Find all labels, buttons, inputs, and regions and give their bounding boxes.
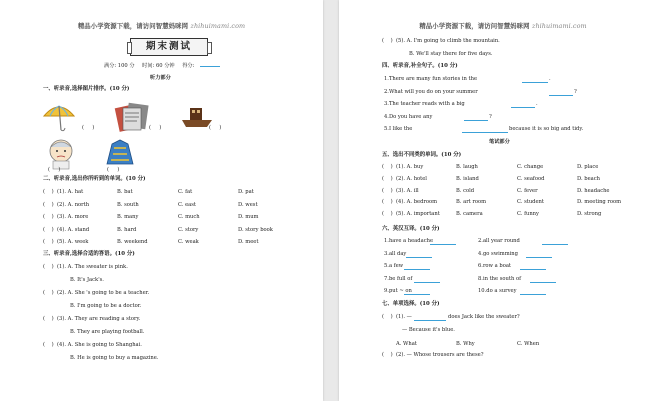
option-text[interactable]: D. story book [238, 226, 273, 233]
option-text[interactable]: B. many [117, 214, 139, 220]
answer-paren[interactable]: ( ) [43, 316, 54, 322]
exam-title: 期末测试 [130, 38, 208, 56]
answer-blank[interactable] [414, 320, 446, 321]
answer-paren[interactable]: ( ) [43, 342, 54, 348]
answer-paren-5[interactable]: ( ) [107, 167, 120, 173]
translation-blank[interactable] [542, 244, 568, 245]
option-a[interactable]: (4). A. She is going to Shanghai. [57, 342, 142, 348]
section2-title: 二、听录音,选出你所听到的单词。(10 分) [43, 176, 146, 182]
answer-paren[interactable]: ( ) [43, 214, 54, 220]
translation-blank[interactable] [406, 257, 432, 258]
sentence-end: ? [489, 113, 492, 120]
answer-paren-1[interactable]: ( ) [82, 125, 95, 131]
section7-title: 七、单项选择。(10 分) [382, 301, 440, 307]
translation-blank[interactable] [404, 269, 430, 270]
option-text[interactable]: D. meeting room [577, 199, 622, 206]
option-text[interactable]: B. hard [117, 226, 137, 233]
option-text[interactable]: C. student [517, 199, 544, 206]
option-text[interactable]: D. meet [238, 239, 259, 245]
option-text[interactable]: B. island [456, 175, 479, 182]
answer-paren[interactable]: ( ) [382, 164, 393, 170]
option-text[interactable]: (1). A. hat [57, 189, 84, 195]
section4-title: 四、听录音,补全句子。(10 分) [382, 63, 458, 69]
option-text[interactable]: (5). A. important [396, 211, 440, 218]
answer-paren[interactable]: ( ) [382, 175, 393, 182]
phrase-text: 7.be full of [384, 275, 413, 282]
section3-title: 三、听录音,选择合适的答语。(10 分) [43, 251, 135, 257]
translation-blank[interactable] [530, 282, 556, 283]
magazines-picture-icon [113, 100, 153, 132]
left-page [0, 0, 323, 401]
option-text[interactable]: (4). A. bedroom [396, 199, 438, 206]
fill-blank[interactable] [464, 120, 488, 121]
answer-paren[interactable]: ( ) [382, 314, 393, 320]
option-text[interactable]: C. east [178, 201, 196, 208]
option-b[interactable]: B. I'm going to be a doctor. [70, 303, 142, 309]
answer-paren-2[interactable]: ( ) [149, 125, 162, 131]
option-a[interactable]: (2). A. She 's going to be a teacher. [57, 290, 150, 296]
answer-paren[interactable]: ( ) [43, 290, 54, 296]
sentence-text: 3.The teacher reads with a big [384, 101, 465, 108]
sentence-end: . [536, 101, 538, 108]
option-text[interactable]: C. When [517, 341, 540, 347]
sentence-text: 2.What will you do on your summer [384, 88, 478, 95]
option-b[interactable]: B. They are playing football. [70, 329, 145, 335]
sentence-text: 5.I like the [384, 126, 413, 133]
translation-blank[interactable] [404, 294, 430, 295]
phrase-text: 6.row a boat [478, 263, 512, 270]
sentence-end: ? [574, 88, 577, 95]
option-text[interactable]: C. fever [517, 187, 538, 194]
option-text[interactable]: (3). A. ill [396, 187, 419, 194]
option-text[interactable]: (2). A. hotel [396, 175, 427, 182]
phrase-text: 8.in the south of [478, 275, 521, 282]
option-text[interactable]: C. much [178, 214, 200, 220]
option-text[interactable]: D. west [238, 201, 258, 208]
translation-blank[interactable] [526, 257, 552, 258]
answer-paren[interactable]: ( ) [43, 189, 54, 195]
option-text[interactable]: B. camera [456, 211, 483, 218]
watermark: 精品小学资源下载，请访问智慧妈咪网 zhihuimami.com [77, 22, 246, 30]
option-text[interactable]: C. fat [178, 189, 193, 195]
answer-paren[interactable]: ( ) [382, 211, 393, 218]
option-text[interactable]: C. weak [178, 239, 199, 245]
option-b[interactable]: B. We'll stay there for five days. [409, 51, 493, 57]
sick-person-picture-icon [45, 135, 77, 171]
option-a[interactable]: (1). A. The sweater is pink. [57, 264, 128, 270]
raincoat-picture-icon [104, 138, 136, 170]
answer-paren[interactable]: ( ) [43, 239, 54, 245]
option-a[interactable]: (5). A. I'm going to climb the mountain. [396, 38, 500, 44]
answer-paren[interactable]: ( ) [43, 201, 54, 208]
option-text[interactable]: C. seafood [517, 175, 545, 182]
option-text[interactable]: B. laugh [456, 164, 478, 170]
translation-blank[interactable] [414, 282, 440, 283]
option-text[interactable]: B. art room [456, 199, 487, 206]
option-text[interactable]: B. weekend [117, 239, 148, 245]
question-text: does Jack like the sweater? [448, 314, 520, 320]
option-text[interactable]: B. cold [456, 187, 475, 194]
option-b[interactable]: B. He is going to buy a magazine. [70, 355, 159, 361]
phrase-text: 1.have a headache [384, 238, 434, 244]
answer-paren[interactable]: ( ) [43, 226, 54, 233]
option-text[interactable]: B. Why [456, 341, 475, 347]
answer-text: — Because it's blue. [402, 327, 455, 333]
option-text[interactable]: A. What [396, 341, 417, 347]
answer-paren[interactable]: ( ) [382, 38, 393, 44]
phrase-text: 4.go swimming [478, 250, 518, 257]
answer-paren[interactable]: ( ) [382, 199, 393, 206]
answer-paren[interactable]: ( ) [382, 187, 393, 194]
written-section-title: 笔试部分 [489, 139, 510, 145]
section1-title: 一、听录音,选择图片排序。(10 分) [43, 86, 130, 92]
translation-blank[interactable] [520, 294, 546, 295]
option-text[interactable]: D. strong [577, 211, 602, 218]
fill-blank[interactable] [549, 95, 573, 96]
section5-title: 五、选出不同类的单词。(10 分) [382, 152, 462, 158]
option-text[interactable]: (5). A. week [57, 239, 89, 245]
option-text[interactable]: (1). A. buy [396, 164, 424, 170]
answer-paren-4[interactable]: ( ) [48, 167, 61, 173]
score-line: 满分: 100 分 时间: 60 分钟 得分: [104, 63, 226, 70]
umbrella-picture-icon [40, 100, 78, 132]
sentence-text: 1.There are many fun stories in the [384, 76, 478, 82]
translation-blank[interactable] [520, 269, 546, 270]
phrase-text: 2.all year round [478, 238, 520, 244]
sentence-end: . [549, 76, 551, 82]
option-a[interactable]: (3). A. They are reading a story. [57, 316, 141, 322]
answer-paren[interactable]: ( ) [382, 352, 393, 358]
option-text[interactable]: (3). A. more [57, 214, 89, 220]
listening-section-title: 听力部分 [150, 75, 171, 81]
right-page [339, 0, 667, 401]
question-text: (2). — Whose trousers are these? [396, 352, 484, 358]
option-text[interactable]: D. pat [238, 189, 254, 195]
phrase-text: 5.a few [384, 263, 404, 270]
option-text[interactable]: D. place [577, 164, 599, 170]
phrase-text: 3.all day [384, 250, 407, 257]
option-text[interactable]: D. headache [577, 187, 610, 194]
option-text[interactable]: D. beach [577, 175, 601, 182]
fill-blank[interactable] [522, 82, 548, 83]
phrase-text: 9.put ~ on [384, 288, 412, 295]
option-text[interactable]: D. mum [238, 214, 259, 220]
option-text[interactable]: C. funny [517, 211, 539, 218]
fill-blank[interactable] [462, 132, 508, 133]
answer-paren[interactable]: ( ) [43, 264, 54, 270]
phrase-text: 10.do a survey [478, 288, 517, 295]
option-text[interactable]: B. south [117, 201, 139, 208]
option-text[interactable]: C. story [178, 226, 199, 233]
section6-title: 六、英汉互译。(10 分) [382, 226, 440, 232]
translation-blank[interactable] [430, 244, 456, 245]
answer-paren-3[interactable]: ( ) [209, 125, 222, 131]
sentence-end: because it is so big and tidy. [509, 126, 584, 133]
question-text: (1). — [396, 314, 412, 320]
option-text[interactable]: (4). A. stand [57, 226, 90, 233]
option-b[interactable]: B. It's Jack's. [70, 277, 104, 283]
option-text[interactable]: (2). A. north [57, 201, 90, 208]
sentence-text: 4.Do you have any [384, 113, 433, 120]
option-text[interactable]: B. bat [117, 189, 133, 195]
option-text[interactable]: C. change [517, 164, 544, 170]
watermark-right: 精品小学资源下载，请访问智慧妈咪网 zhihuimami.com [419, 22, 587, 30]
fill-blank[interactable] [511, 107, 535, 108]
